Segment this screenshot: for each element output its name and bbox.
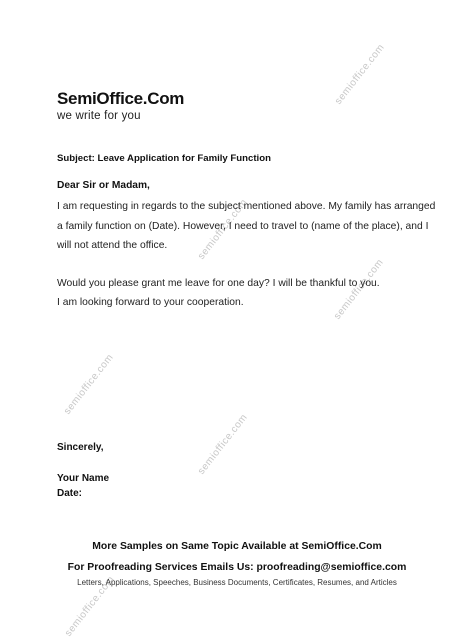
letter-subject: Subject: Leave Application for Family Function	[57, 153, 271, 164]
watermark: semioffice.com	[333, 42, 387, 107]
brand-tagline: we write for you	[57, 110, 141, 122]
brand-title: SemiOffice.Com	[57, 89, 185, 108]
watermark: semioffice.com	[63, 574, 117, 639]
watermark: semioffice.com	[332, 257, 386, 322]
signature-name: Your Name	[57, 473, 110, 484]
watermark: semioffice.com	[196, 412, 250, 477]
letter-salutation: Dear Sir or Madam,	[57, 180, 150, 191]
footer-categories: Letters, Applications, Speeches, Business Documents, Certificates, Resumes, and Articles	[77, 578, 397, 587]
letter-paragraph-3: I am looking forward to your cooperation.	[57, 297, 244, 308]
watermark: semioffice.com	[62, 352, 116, 417]
letter-paragraph-2: Would you please grant me leave for one day? I will be thankful to you.	[57, 278, 380, 289]
footer-proofreading: For Proofreading Services Emails Us: proofreading@semioffice.com	[67, 562, 407, 573]
watermark: semioffice.com	[196, 197, 250, 262]
letter-paragraph-1: I am requesting in regards to the subject mentioned above. My family has arranged a family function on (Date). However, I need to travel to (name of the place), and I will not attend the office.	[57, 201, 436, 251]
footer-more-samples: More Samples on Same Topic Available at SemiOffice.Com	[92, 541, 382, 552]
brand-header	[57, 89, 184, 122]
letter-closing: Sincerely,	[57, 442, 104, 453]
signature-date: Date:	[57, 488, 83, 499]
